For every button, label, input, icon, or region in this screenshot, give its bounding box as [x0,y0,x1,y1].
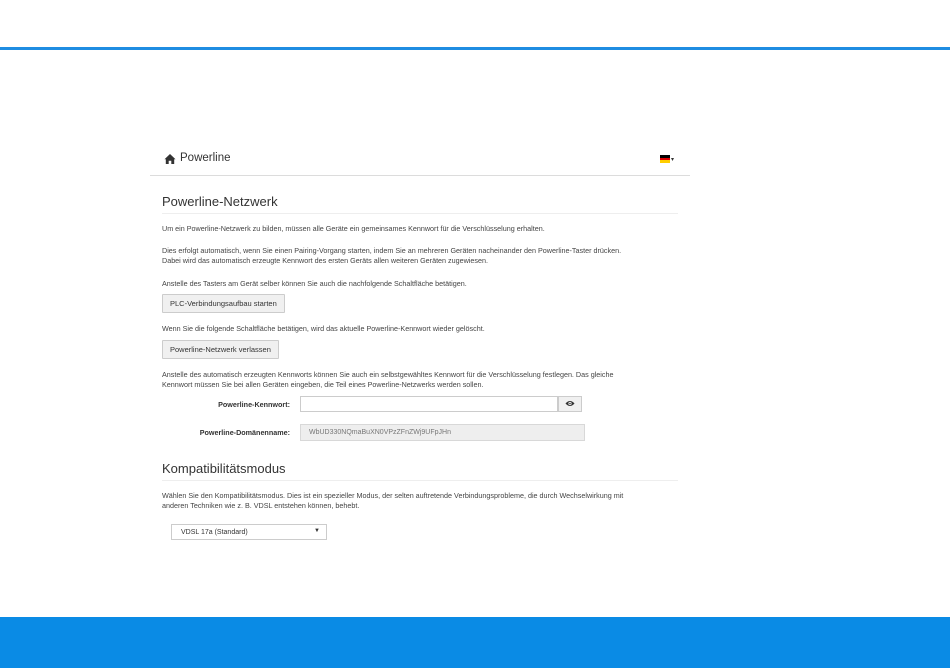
section-title-compatibility: Kompatibilitätsmodus [162,461,678,481]
navbar [150,145,690,176]
info-text [162,370,678,391]
info-line: Wählen Sie den Kompatibilitätsmodus. Dies ist ein spezieller Modus, der selten auftretende Verbindungsprobleme, die durch Wechselwirkung mit [162,490,624,500]
info-line: Anstelle des automatisch erzeugten Kennworts können Sie auch ein selbstgewähltes Kennwort für die Verschlüsselung festlegen. Das gleiche [162,369,614,379]
eye-icon [565,400,575,407]
flag-de-icon[interactable] [660,155,670,163]
chevron-down-icon: ▼ [314,527,320,534]
nav-title[interactable]: Powerline [180,152,231,164]
info-line: anderen Techniken wie z. B. VDSL entstehen können, behebt. [162,501,360,510]
info-text [162,491,678,512]
password-label: Powerline-Kennwort: [218,399,290,409]
select-value: VDSL 17a (Standard) [181,528,248,536]
home-icon[interactable] [164,153,176,165]
domain-label: Powerline-Domänenname: [199,427,290,437]
info-text: Anstelle des Tasters am Gerät selber können Sie auch die nachfolgende Schaltfläche betätigen. [162,278,467,288]
start-pairing-button[interactable]: PLC-Verbindungsaufbau starten [162,294,285,313]
info-text [162,246,678,267]
leave-network-button[interactable]: Powerline-Netzwerk verlassen [162,340,279,359]
header-accent-line [0,47,950,50]
show-password-button[interactable] [558,396,582,412]
info-text: Um ein Powerline-Netzwerk zu bilden, müssen alle Geräte ein gemeinsames Kennwort für die Verschlüsselung erhalten. [162,224,545,233]
info-line: Kennwort müssen Sie bei allen Geräten eingeben, die Teil eines Powerline-Netzwerks werden sollen. [162,380,484,389]
info-line: Dies erfolgt automatisch, wenn Sie einen Pairing-Vorgang starten, indem Sie an mehreren Geräten nacheinander den Powerline-Taster drücken. [162,245,622,255]
info-text: Wenn Sie die folgende Schaltfläche betätigen, wird das aktuelle Powerline-Kennwort wieder gelöscht. [162,324,485,333]
powerline-panel [150,145,690,540]
info-line: Dabei wird das automatisch erzeugte Kennwort des ersten Geräts allen weiteren Geräten zugewiesen. [162,256,489,265]
footer-bar [0,617,950,668]
section-title-powerline-network: Powerline-Netzwerk [162,194,678,214]
domain-field: WbUD330NQmaBuXN0VPzZFnZWj9UFpJHn [300,424,585,441]
content [150,194,690,540]
password-input[interactable] [300,396,558,412]
compatibility-mode-select[interactable] [171,524,327,540]
language-caret-icon[interactable]: ▾ [671,157,675,163]
domain-row [162,424,678,442]
password-row [162,396,678,414]
